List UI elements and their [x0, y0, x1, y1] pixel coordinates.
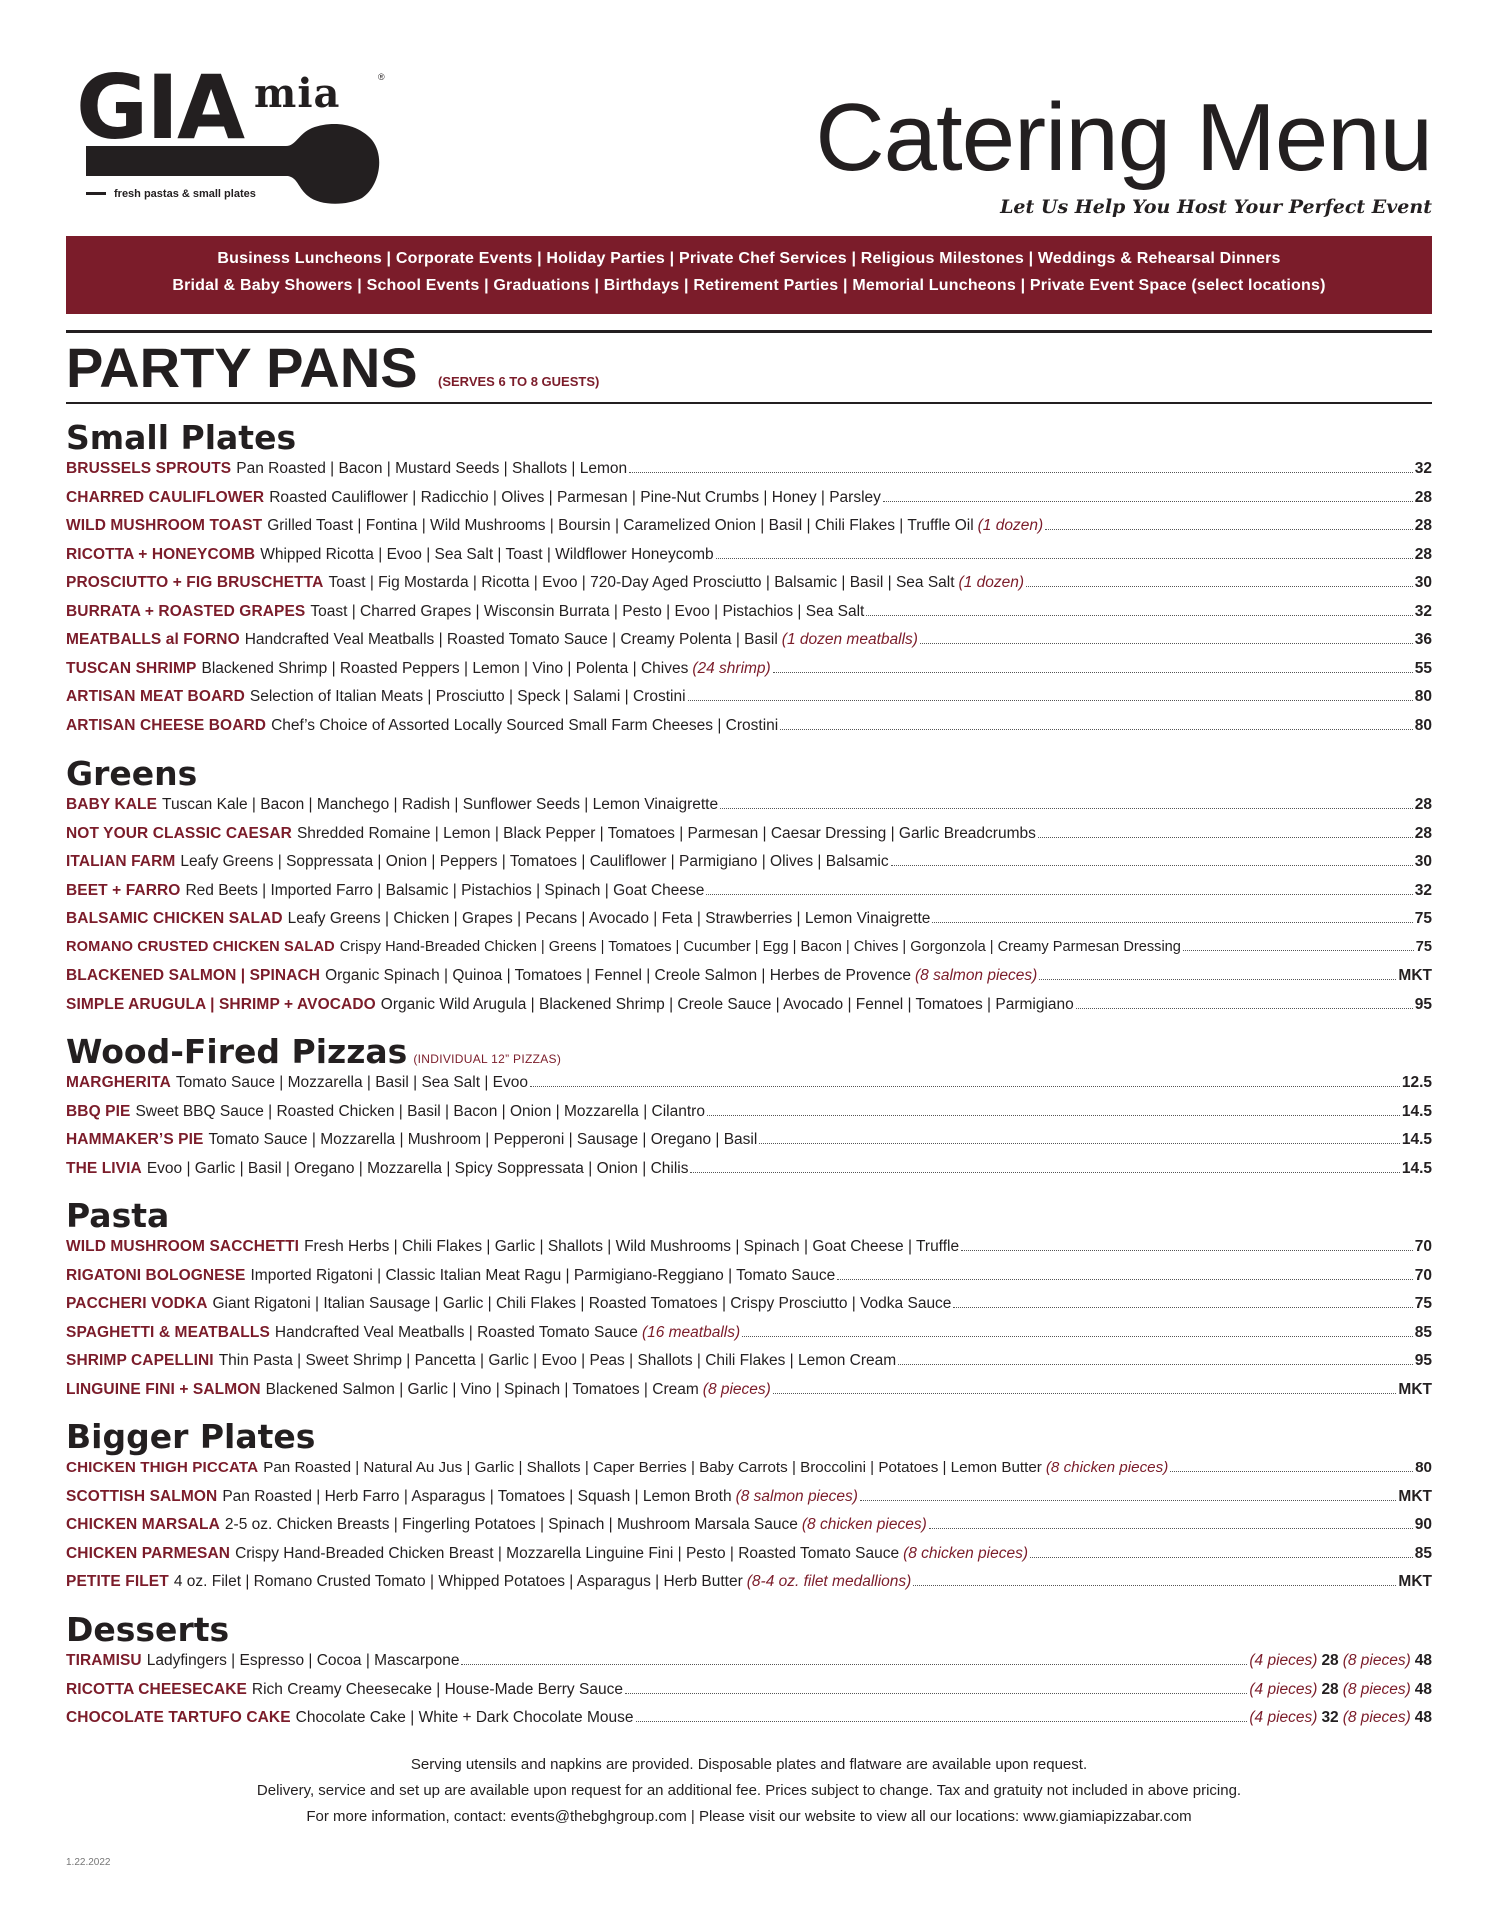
item-desc: Chocolate Cake | White + Dark Chocolate Mouse: [295, 1709, 634, 1726]
event-types-banner: [66, 236, 1432, 314]
menu-item: [66, 967, 1432, 989]
item-qty-small: (4 pieces): [1249, 1680, 1318, 1698]
item-price: 28: [1414, 824, 1432, 842]
dot-leader: [883, 501, 1413, 502]
dot-leader: [629, 472, 1413, 473]
item-price: 75: [1414, 1295, 1432, 1312]
section-title-pasta: Pasta: [66, 1196, 170, 1235]
item-note: (8 salmon pieces): [735, 1487, 858, 1505]
item-name: BURRATA + ROASTED GRAPES: [66, 602, 306, 620]
item-desc: Grilled Toast | Fontina | Wild Mushrooms | Boursin | Caramelized Onion | Basil | Chili Flakes | Truffle Oil: [267, 517, 974, 534]
item-desc: Pan Roasted | Bacon | Mustard Seeds | Shallots | Lemon: [236, 460, 628, 477]
divider-bottom: [66, 402, 1432, 404]
party-pans-title: PARTY PANS: [66, 336, 418, 399]
item-desc: Chef’s Choice of Assorted Locally Sourced Small Farm Cheeses | Crostini: [271, 716, 779, 734]
item-desc: Thin Pasta | Sweet Shrimp | Pancetta | Garlic | Evoo | Peas | Shallots | Chili Flakes | Lemon Cream: [218, 1352, 897, 1369]
item-desc: Organic Wild Arugula | Blackened Shrimp | Creole Sauce | Avocado | Fennel | Tomatoes | Parmigiano: [380, 995, 1074, 1013]
item-name: PETITE FILET: [66, 1573, 169, 1590]
item-qty-small: (4 pieces): [1249, 1652, 1318, 1669]
item-price: MKT: [1398, 1487, 1432, 1505]
dot-leader: [932, 922, 1412, 923]
item-name: BABY KALE: [66, 796, 158, 813]
item-name: HAMMAKER’S PIE: [66, 1131, 204, 1148]
item-desc: Rich Creamy Cheesecake | House-Made Berry Sauce: [251, 1680, 623, 1698]
item-desc: Fresh Herbs | Chili Flakes | Garlic | Shallots | Wild Mushrooms | Spinach | Goat Cheese | Truffle: [304, 1238, 960, 1255]
dot-leader: [1045, 529, 1413, 530]
dot-leader: [1183, 950, 1414, 951]
item-name: ITALIAN FARM: [66, 853, 176, 870]
dot-leader: [759, 1143, 1400, 1144]
item-note: (8 salmon pieces): [915, 967, 1038, 984]
item-note: (8 chicken pieces): [1045, 1459, 1169, 1476]
menu-item: [66, 825, 1432, 847]
item-desc: Ladyfingers | Espresso | Cocoa | Mascarpone: [146, 1652, 460, 1669]
item-price-small: 28: [1321, 1680, 1339, 1698]
item-price: 95: [1414, 995, 1432, 1013]
item-name: BEET + FARRO: [66, 881, 181, 899]
item-qty-large: (8 pieces): [1342, 1709, 1411, 1726]
item-desc: Pan Roasted | Natural Au Jus | Garlic | Shallots | Caper Berries | Baby Carrots | Broccolini | Potatoes | Lemon Butter: [263, 1459, 1042, 1476]
menu-item: [66, 1545, 1432, 1567]
dot-leader: [707, 1115, 1400, 1116]
dot-leader: [742, 1336, 1413, 1337]
item-name: WILD MUSHROOM TOAST: [66, 517, 263, 534]
menu-item: [66, 1295, 1432, 1317]
item-desc: Toast | Charred Grapes | Wisconsin Burrata | Pesto | Evoo | Pistachios | Sea Salt: [310, 602, 865, 620]
dot-leader: [780, 729, 1413, 730]
item-price: 32: [1414, 881, 1432, 899]
menu-item: [66, 1352, 1432, 1374]
section-title-greens: Greens: [66, 754, 198, 793]
item-name: SHRIMP CAPELLINI: [66, 1352, 214, 1369]
item-name: THE LIVIA: [66, 1159, 142, 1177]
item-price: 95: [1414, 1352, 1432, 1369]
item-name: ARTISAN CHEESE BOARD: [66, 716, 267, 734]
item-price: 14.5: [1401, 1159, 1432, 1177]
footer-note-utensils: Serving utensils and napkins are provided. Disposable plates and flatware are available upon request.: [410, 1756, 1088, 1773]
dot-leader: [706, 894, 1412, 895]
item-desc: Handcrafted Veal Meatballs | Roasted Tomato Sauce | Creamy Polenta | Basil: [244, 631, 778, 648]
menu-item: [66, 1709, 1432, 1731]
item-price: MKT: [1398, 1573, 1432, 1590]
menu-item: [66, 1652, 1432, 1674]
item-price: 32: [1414, 602, 1432, 620]
item-name: TIRAMISU: [66, 1652, 142, 1669]
item-price: 28: [1414, 517, 1432, 534]
page-subtitle: Let Us Help You Host Your Perfect Event: [1000, 196, 1432, 218]
revision-date: 1.22.2022: [66, 1857, 111, 1868]
item-desc: Pan Roasted | Herb Farro | Asparagus | Tomatoes | Squash | Lemon Broth: [222, 1487, 732, 1505]
menu-item: [66, 996, 1432, 1018]
menu-item: [66, 1131, 1432, 1153]
item-desc: Organic Spinach | Quinoa | Tomatoes | Fennel | Creole Salmon | Herbes de Provence: [325, 967, 911, 984]
item-desc: Roasted Cauliflower | Radicchio | Olives | Parmesan | Pine-Nut Crumbs | Honey | Parsley: [269, 488, 881, 506]
item-name: RIGATONI BOLOGNESE: [66, 1266, 246, 1284]
item-name: BLACKENED SALMON | SPINACH: [66, 967, 321, 984]
item-name: ROMANO CRUSTED CHICKEN SALAD: [66, 938, 335, 955]
item-price: 28: [1414, 488, 1432, 506]
menu-item: [66, 910, 1432, 932]
item-name: ARTISAN MEAT BOARD: [66, 688, 245, 705]
menu-item: [66, 1267, 1432, 1289]
item-desc: Selection of Italian Meats | Prosciutto | Speck | Salami | Crostini: [249, 688, 686, 705]
dot-leader: [773, 1393, 1397, 1394]
dot-leader: [953, 1307, 1412, 1308]
dot-leader: [636, 1721, 1248, 1722]
brand-logo: [76, 60, 386, 210]
menu-item: [66, 1573, 1432, 1595]
item-desc: Tuscan Kale | Bacon | Manchego | Radish | Sunflower Seeds | Lemon Vinaigrette: [162, 796, 719, 813]
menu-item: [66, 574, 1432, 596]
item-name: WILD MUSHROOM SACCHETTI: [66, 1238, 300, 1255]
item-price: 75: [1414, 910, 1432, 927]
menu-item: [66, 660, 1432, 682]
dot-leader: [773, 672, 1413, 673]
item-desc: Sweet BBQ Sauce | Roasted Chicken | Basil | Bacon | Onion | Mozzarella | Cilantro: [135, 1102, 705, 1120]
item-price-small: 32: [1321, 1709, 1339, 1726]
dot-leader: [690, 1172, 1399, 1173]
item-price: 28: [1414, 545, 1432, 563]
menu-item: [66, 939, 1432, 961]
dot-leader: [860, 1500, 1397, 1501]
item-name: SIMPLE ARUGULA | SHRIMP + AVOCADO: [66, 995, 376, 1013]
logo-sup-text: mia: [254, 70, 341, 117]
menu-item: [66, 1516, 1432, 1538]
item-note: (8-4 oz. filet medallions): [746, 1573, 912, 1590]
item-name: NOT YOUR CLASSIC CAESAR: [66, 824, 292, 842]
item-name: BALSAMIC CHICKEN SALAD: [66, 910, 283, 927]
banner-line-2: Bridal & Baby Showers | School Events | Graduations | Birthdays | Retirement Parties | Memorial Luncheons | Private Event Space (select locations): [172, 277, 1326, 294]
section-title-bigger-plates: Bigger Plates: [66, 1417, 316, 1456]
item-note: (24 shrimp): [692, 659, 771, 677]
item-name: CHICKEN THIGH PICCATA: [66, 1459, 259, 1476]
item-desc: Crispy Hand-Breaded Chicken Breast | Mozzarella Linguine Fini | Pesto | Roasted Tomato Sauce: [235, 1544, 900, 1562]
section-title-pizzas: [66, 1032, 561, 1071]
item-desc: Shredded Romaine | Lemon | Black Pepper | Tomatoes | Parmesan | Caesar Dressing | Garlic Breadcrumbs: [296, 824, 1036, 842]
item-name: PROSCIUTTO + FIG BRUSCHETTA: [66, 574, 324, 591]
menu-item: [66, 882, 1432, 904]
dot-leader: [1170, 1471, 1413, 1472]
menu-item: [66, 853, 1432, 875]
item-name: CHARRED CAULIFLOWER: [66, 488, 265, 506]
item-name: BBQ PIE: [66, 1102, 131, 1120]
dot-leader: [1039, 979, 1396, 980]
item-price: 80: [1415, 1459, 1432, 1476]
item-name: SCOTTISH SALMON: [66, 1487, 218, 1505]
dot-leader: [461, 1664, 1247, 1665]
item-price: MKT: [1398, 1380, 1432, 1398]
item-note: (8 chicken pieces): [801, 1516, 927, 1533]
item-price: 30: [1414, 853, 1432, 870]
item-desc: Red Beets | Imported Farro | Balsamic | Pistachios | Spinach | Goat Cheese: [185, 881, 705, 899]
dot-leader: [898, 1364, 1413, 1365]
menu-item: [66, 1324, 1432, 1346]
menu-item: [66, 1681, 1432, 1703]
menu-item: [66, 603, 1432, 625]
item-name: BRUSSELS SPROUTS: [66, 460, 232, 477]
item-price: 80: [1414, 716, 1432, 734]
item-price: 85: [1414, 1323, 1432, 1341]
item-name: RICOTTA CHEESECAKE: [66, 1680, 247, 1698]
item-name: PACCHERI VODKA: [66, 1295, 208, 1312]
item-desc: 2-5 oz. Chicken Breasts | Fingerling Potatoes | Spinach | Mushroom Marsala Sauce: [224, 1516, 798, 1533]
divider-top: [66, 330, 1432, 333]
item-note: (16 meatballs): [641, 1323, 741, 1341]
menu-item: [66, 517, 1432, 539]
item-desc: Evoo | Garlic | Basil | Oregano | Mozzarella | Spicy Soppressata | Onion | Chilis: [146, 1159, 689, 1177]
item-name: TUSCAN SHRIMP: [66, 659, 197, 677]
section-title-text: Wood-Fired Pizzas: [66, 1032, 408, 1071]
menu-item: [66, 1381, 1432, 1403]
banner-line-1: Business Luncheons | Corporate Events | Holiday Parties | Private Chef Services | Religious Milestones | Weddings & Rehearsal Dinners: [217, 250, 1281, 267]
menu-item: [66, 796, 1432, 818]
item-desc: Tomato Sauce | Mozzarella | Basil | Sea Salt | Evoo: [175, 1074, 529, 1091]
dot-leader: [530, 1086, 1400, 1087]
dot-leader: [688, 700, 1413, 701]
dot-leader: [716, 558, 1413, 559]
item-note: (8 chicken pieces): [903, 1544, 1028, 1562]
dot-leader: [866, 615, 1412, 616]
item-note: (8 pieces): [702, 1380, 771, 1398]
item-desc: Tomato Sauce | Mozzarella | Mushroom | Pepperoni | Sausage | Oregano | Basil: [208, 1131, 758, 1148]
menu-item: [66, 688, 1432, 710]
section-title-desserts: Desserts: [66, 1610, 230, 1649]
item-price-large: 48: [1414, 1652, 1432, 1669]
item-price: MKT: [1398, 967, 1432, 984]
menu-item: [66, 489, 1432, 511]
item-name: MEATBALLS al FORNO: [66, 631, 240, 648]
registered-mark: ®: [378, 72, 385, 82]
item-note: (1 dozen): [977, 517, 1044, 534]
item-price: 36: [1414, 631, 1432, 648]
item-note: (1 dozen meatballs): [781, 631, 918, 648]
item-name: LINGUINE FINI + SALMON: [66, 1380, 261, 1398]
menu-item: [66, 1074, 1432, 1096]
item-desc: Blackened Shrimp | Roasted Peppers | Lemon | Vino | Polenta | Chives: [201, 659, 689, 677]
dot-leader: [625, 1693, 1247, 1694]
party-pans-serves: (SERVES 6 TO 8 GUESTS): [438, 374, 600, 389]
item-price: 75: [1415, 938, 1432, 955]
brand-tagline: fresh pastas & small plates: [114, 188, 256, 200]
item-price-large: 48: [1414, 1680, 1432, 1698]
item-desc: Handcrafted Veal Meatballs | Roasted Tomato Sauce: [274, 1323, 638, 1341]
menu-item: [66, 546, 1432, 568]
menu-item: [66, 1160, 1432, 1182]
dot-leader: [720, 808, 1413, 809]
item-desc: Toast | Fig Mostarda | Ricotta | Evoo | 720-Day Aged Prosciutto | Balsamic | Basil | Sea Salt: [328, 574, 955, 591]
item-price: 85: [1414, 1544, 1432, 1562]
footer-note-delivery: Delivery, service and set up are available upon request for an additional fee. Prices subject to change. Tax and gratuity not included in above pricing.: [256, 1782, 1242, 1799]
item-price: 12.5: [1401, 1074, 1432, 1091]
dot-leader: [1030, 1557, 1413, 1558]
item-price: 70: [1414, 1238, 1432, 1255]
section-title-small-plates: Small Plates: [66, 418, 297, 457]
menu-item: [66, 1103, 1432, 1125]
item-name: MARGHERITA: [66, 1074, 171, 1091]
item-price: 32: [1414, 460, 1432, 477]
menu-item: [66, 631, 1432, 653]
item-price: 14.5: [1401, 1102, 1432, 1120]
dot-leader: [837, 1279, 1413, 1280]
logo-main-text: GIA: [76, 60, 247, 146]
menu-item: [66, 1238, 1432, 1260]
dot-leader: [1026, 586, 1413, 587]
dot-leader: [920, 643, 1413, 644]
item-qty-small: (4 pieces): [1249, 1709, 1318, 1726]
item-qty-large: (8 pieces): [1342, 1680, 1411, 1698]
item-qty-large: (8 pieces): [1342, 1652, 1411, 1669]
menu-item: [66, 460, 1432, 482]
item-name: CHICKEN MARSALA: [66, 1516, 220, 1533]
item-desc: Whipped Ricotta | Evoo | Sea Salt | Toast | Wildflower Honeycomb: [260, 545, 714, 563]
dot-leader: [1076, 1008, 1413, 1009]
dot-leader: [913, 1585, 1396, 1586]
page-title: Catering Menu: [815, 84, 1432, 191]
menu-item: [66, 1459, 1432, 1481]
item-desc: Imported Rigatoni | Classic Italian Meat Ragu | Parmigiano-Reggiano | Tomato Sauce: [250, 1266, 836, 1284]
item-price: 90: [1414, 1516, 1432, 1533]
item-price: 70: [1414, 1266, 1432, 1284]
item-price: 55: [1414, 659, 1432, 677]
item-note: (1 dozen): [958, 574, 1025, 591]
item-name: SPAGHETTI & MEATBALLS: [66, 1323, 270, 1341]
item-price: 80: [1414, 688, 1432, 705]
item-name: CHOCOLATE TARTUFO CAKE: [66, 1709, 291, 1726]
item-price: 14.5: [1401, 1131, 1432, 1148]
dot-leader: [891, 865, 1413, 866]
item-desc: Blackened Salmon | Garlic | Vino | Spinach | Tomatoes | Cream: [265, 1380, 699, 1398]
item-desc: Giant Rigatoni | Italian Sausage | Garlic | Chili Flakes | Roasted Tomatoes | Crispy Prosciutto | Vodka Sauce: [212, 1295, 952, 1312]
item-price-small: 28: [1321, 1652, 1339, 1669]
item-name: CHICKEN PARMESAN: [66, 1544, 231, 1562]
item-desc: 4 oz. Filet | Romano Crusted Tomato | Whipped Potatoes | Asparagus | Herb Butter: [173, 1573, 743, 1590]
dot-leader: [1038, 837, 1413, 838]
section-note: (INDIVIDUAL 12” PIZZAS): [413, 1052, 562, 1066]
item-price: 28: [1414, 796, 1432, 813]
item-price-large: 48: [1414, 1709, 1432, 1726]
dot-leader: [929, 1528, 1413, 1529]
item-desc: Leafy Greens | Chicken | Grapes | Pecans | Avocado | Feta | Strawberries | Lemon Vinaigrette: [287, 910, 931, 927]
item-desc: Crispy Hand-Breaded Chicken | Greens | Tomatoes | Cucumber | Egg | Bacon | Chives | Gorgonzola | Creamy Parmesan Dressing: [339, 938, 1181, 955]
item-desc: Leafy Greens | Soppressata | Onion | Peppers | Tomatoes | Cauliflower | Parmigiano | Olives | Balsamic: [180, 853, 889, 870]
menu-item: [66, 717, 1432, 739]
item-price: 30: [1414, 574, 1432, 591]
item-name: RICOTTA + HONEYCOMB: [66, 545, 256, 563]
footer-contact: For more information, contact: events@thebghgroup.com | Please visit our website to view all our locations: www.giamiapizzabar.com: [306, 1808, 1192, 1825]
menu-item: [66, 1488, 1432, 1510]
dot-leader: [961, 1250, 1413, 1251]
